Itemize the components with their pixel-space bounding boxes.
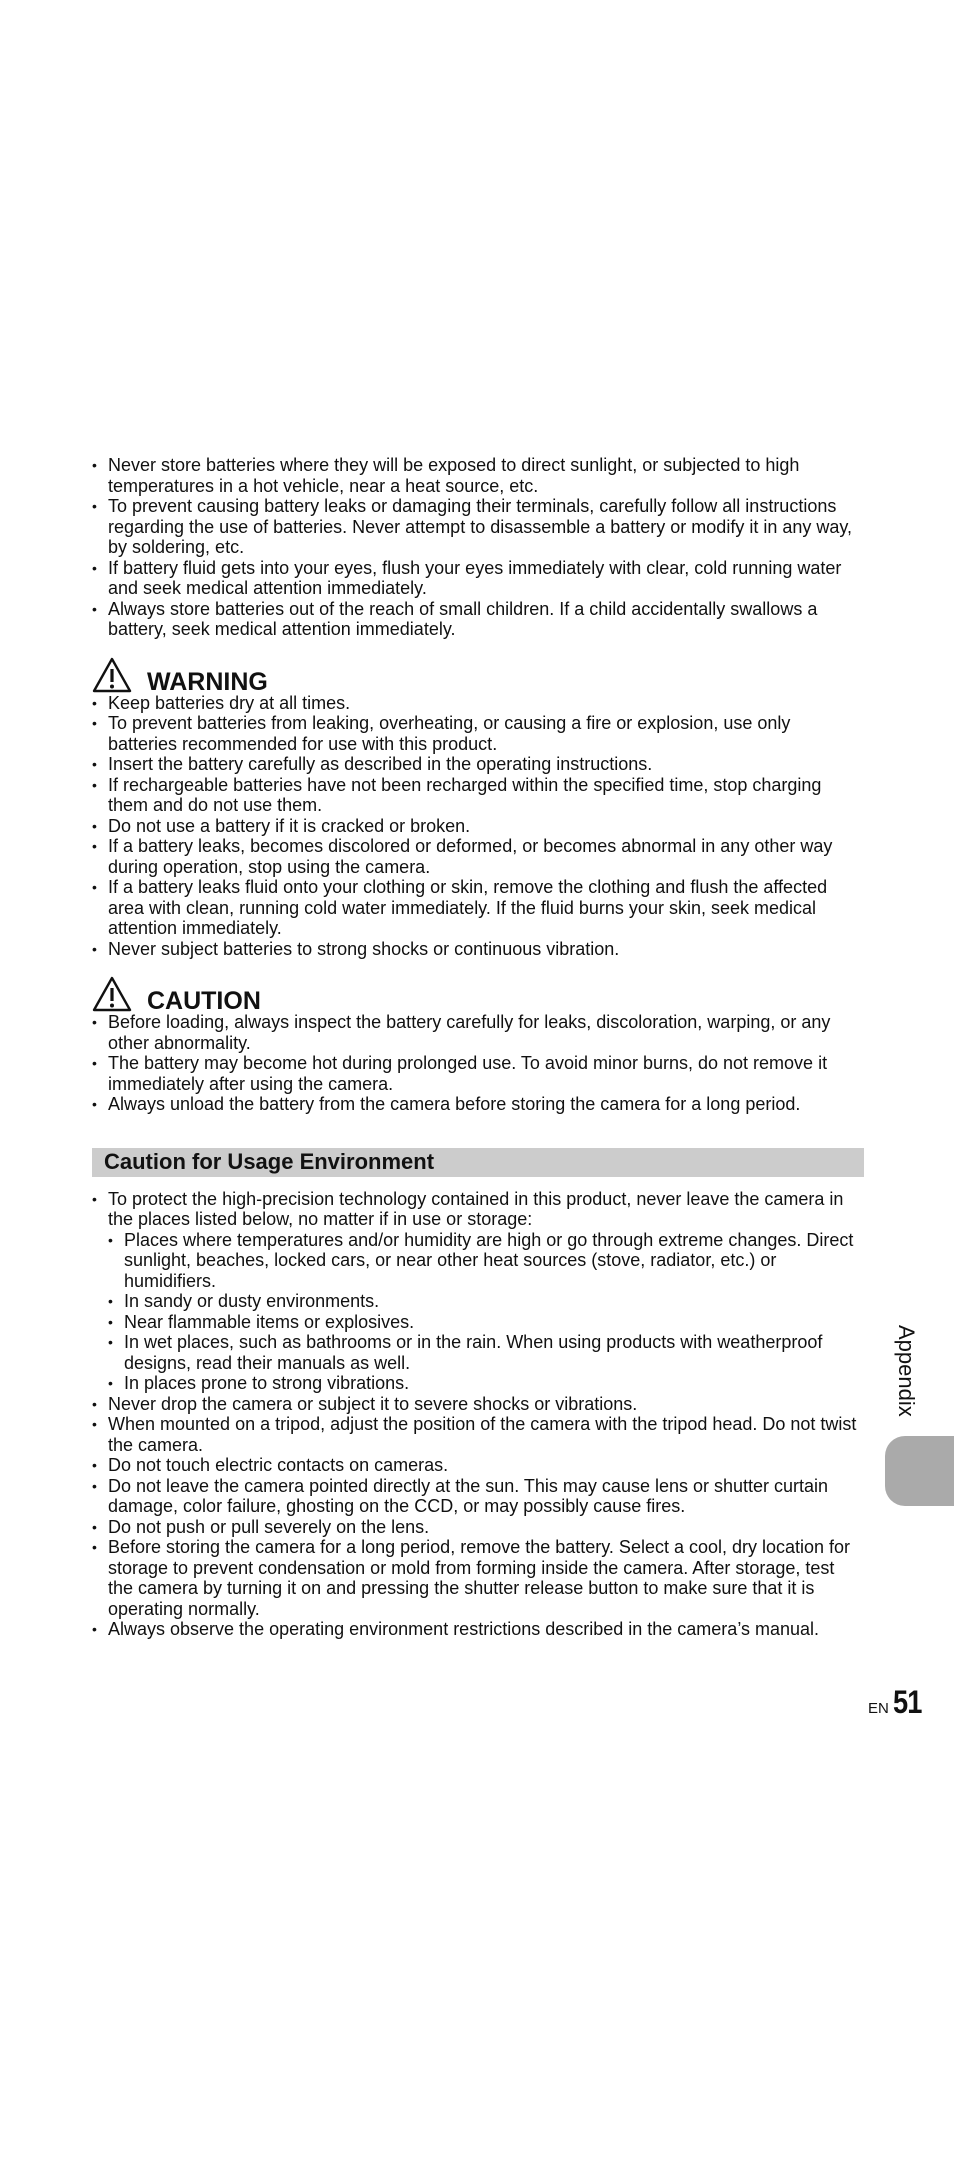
list-item: • Insert the battery carefully as described in the operating instructions.: [92, 754, 864, 775]
intro-list: [92, 455, 864, 640]
list-item: • When mounted on a tripod, adjust the position of the camera with the tripod head. Do not twist the camera.: [92, 1414, 864, 1455]
page-number: [868, 1684, 926, 1721]
list-item: • Never store batteries where they will be exposed to direct sunlight, or subjected to high temperatures in a hot vehicle, near a heat source, etc.: [92, 455, 864, 496]
list-item: • If a battery leaks, becomes discolored or deformed, or becomes abnormal in any other way during operation, stop using the camera.: [92, 836, 864, 877]
list-item: • Always observe the operating environment restrictions described in the camera’s manual.: [92, 1619, 864, 1640]
sub-list-item: • In places prone to strong vibrations.: [108, 1373, 864, 1394]
appendix-side-label: [891, 1325, 931, 1417]
list-item: • Always unload the battery from the camera before storing the camera for a long period.: [92, 1094, 864, 1115]
warning-heading: [92, 653, 864, 696]
page-number-value: 51: [892, 1684, 922, 1720]
list-item: • If a battery leaks fluid onto your clothing or skin, remove the clothing and flush the affected area with clean, running cold water immediately. If the fluid burns your skin, seek medical attention immediately.: [92, 877, 864, 939]
list-item: • Do not use a battery if it is cracked or broken.: [92, 816, 864, 837]
warning-list: [92, 693, 864, 960]
warning-triangle-icon: [92, 976, 132, 1012]
caution-list: [92, 1012, 864, 1115]
sub-list-item: • In sandy or dusty environments.: [108, 1291, 864, 1312]
list-item: • Do not leave the camera pointed directly at the sun. This may cause lens or shutter curtain damage, color failure, ghosting on the CCD, or may possibly cause fires.: [92, 1476, 864, 1517]
list-item: • Keep batteries dry at all times.: [92, 693, 864, 714]
list-item: • Do not push or pull severely on the lens.: [92, 1517, 864, 1538]
appendix-tab[interactable]: [885, 1436, 954, 1506]
caution-title: CAUTION: [147, 987, 261, 1015]
list-item: • Never subject batteries to strong shocks or continuous vibration.: [92, 939, 864, 960]
language-code: EN: [868, 1700, 889, 1717]
usage-section-title: Caution for Usage Environment: [92, 1148, 864, 1177]
list-item: • If rechargeable batteries have not been recharged within the specified time, stop charging them and do not use them.: [92, 775, 864, 816]
sub-list-item: • In wet places, such as bathrooms or in the rain. When using products with weatherproof designs, read their manuals as well.: [108, 1332, 864, 1373]
list-item: • Never drop the camera or subject it to severe shocks or vibrations.: [92, 1394, 864, 1415]
appendix-label: Appendix: [894, 1325, 919, 1417]
list-item: • Do not touch electric contacts on cameras.: [92, 1455, 864, 1476]
usage-list: [92, 1189, 864, 1640]
list-item: • The battery may become hot during prolonged use. To avoid minor burns, do not remove it immediately after using the camera.: [92, 1053, 864, 1094]
usage-lead: To protect the high-precision technology contained in this product, never leave the camera in the places listed below, no matter if in use or storage:: [108, 1188, 844, 1229]
list-item: • Before storing the camera for a long period, remove the battery. Select a cool, dry location for storage to prevent condensation or mold from forming inside the camera. After storage, test the camera by turning it on and pressing the shutter release button to make sure that it is operating normally.: [92, 1537, 864, 1619]
warning-title: WARNING: [147, 667, 268, 696]
usage-sub-list: [108, 1230, 864, 1394]
sub-list-item: • Near flammable items or explosives.: [108, 1312, 864, 1333]
page-content: [92, 455, 864, 1640]
list-item: • Before loading, always inspect the battery carefully for leaks, discoloration, warping, or any other abnormality.: [92, 1012, 864, 1053]
warning-triangle-icon: [92, 657, 132, 693]
list-item: • If battery fluid gets into your eyes, flush your eyes immediately with clear, cold running water and seek medical attention immediately.: [92, 558, 864, 599]
list-item: • To prevent causing battery leaks or damaging their terminals, carefully follow all instructions regarding the use of batteries. Never attempt to disassemble a battery or modify it in any way, by soldering, etc.: [92, 496, 864, 558]
list-item: • To prevent batteries from leaking, overheating, or causing a fire or explosion, use only batteries recommended for use with this product.: [92, 713, 864, 754]
caution-heading: [92, 972, 864, 1015]
list-item: [92, 1189, 864, 1394]
list-item: • Always store batteries out of the reach of small children. If a child accidentally swallows a battery, seek medical attention immediately.: [92, 599, 864, 640]
sub-list-item: • Places where temperatures and/or humidity are high or go through extreme changes. Direct sunlight, beaches, locked cars, or near other heat sources (stove, radiator, etc.) or humidifiers.: [108, 1230, 864, 1292]
